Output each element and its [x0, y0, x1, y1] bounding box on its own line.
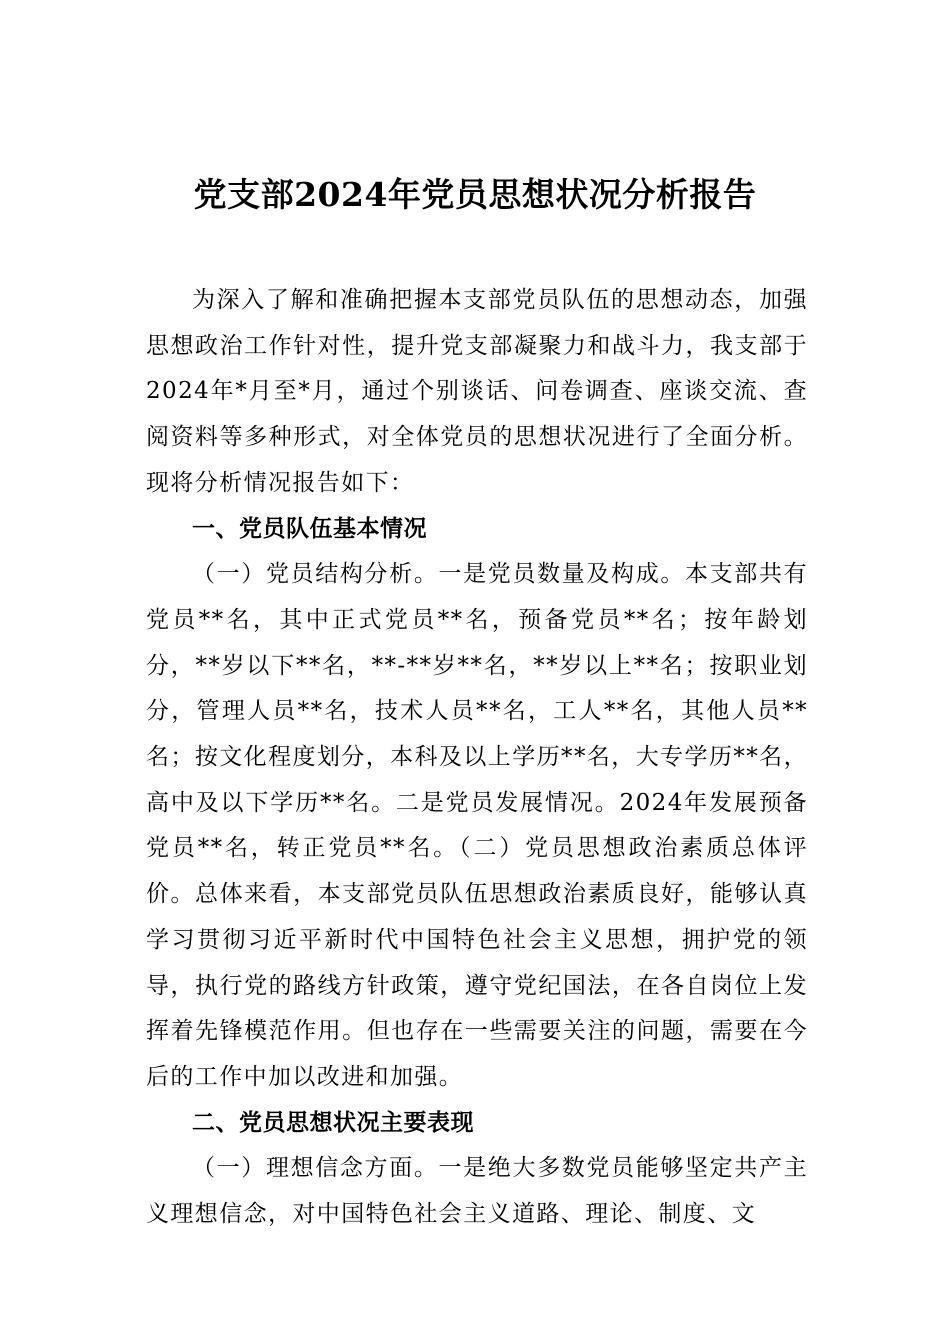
- section-1-paragraph: （一）党员结构分析。一是党员数量及构成。本支部共有党员**名，其中正式党员**名，预备党员**名；按年龄划分，**岁以下**名，**-**岁**名，**岁以上**名；按职业划分，管理人员**名，技术人员**名，工人**名，其他人员**名；按文化程度划分，本科及以上学历**名，大专学历**名，高中及以下学历**名。二是党员发展情况。2024年发展预备党员**名，转正党员**名。（二）党员思想政治素质总体评价。总体来看，本支部党员队伍思想政治素质良好，能够认真学习贯彻习近平新时代中国特色社会主义思想，拥护党的领导，执行党的路线方针政策，遵守党纪国法，在各自岗位上发挥着先锋模范作用。但也存在一些需要关注的问题，需要在今后的工作中加以改进和加强。: [146, 561, 808, 1090]
- intro-paragraph: 为深入了解和准确把握本支部党员队伍的思想动态，加强思想政治工作针对性，提升党支部凝聚力和战斗力，我支部于2024年*月至*月，通过个别谈话、问卷调查、座谈交流、查阅资料等多种形式，对全体党员的思想状况进行了全面分析。现将分析情况报告如下：: [146, 287, 808, 496]
- document-body: [146, 278, 808, 1238]
- section-heading-2: 二、党员思想状况主要表现: [192, 1109, 474, 1136]
- section-2-paragraph: （一）理想信念方面。一是绝大多数党员能够坚定共产主义理想信念，对中国特色社会主义道路、理论、制度、文: [146, 1155, 808, 1228]
- section-heading-1: 一、党员队伍基本情况: [192, 515, 427, 542]
- document-title: 党支部2024年党员思想状况分析报告: [193, 175, 757, 214]
